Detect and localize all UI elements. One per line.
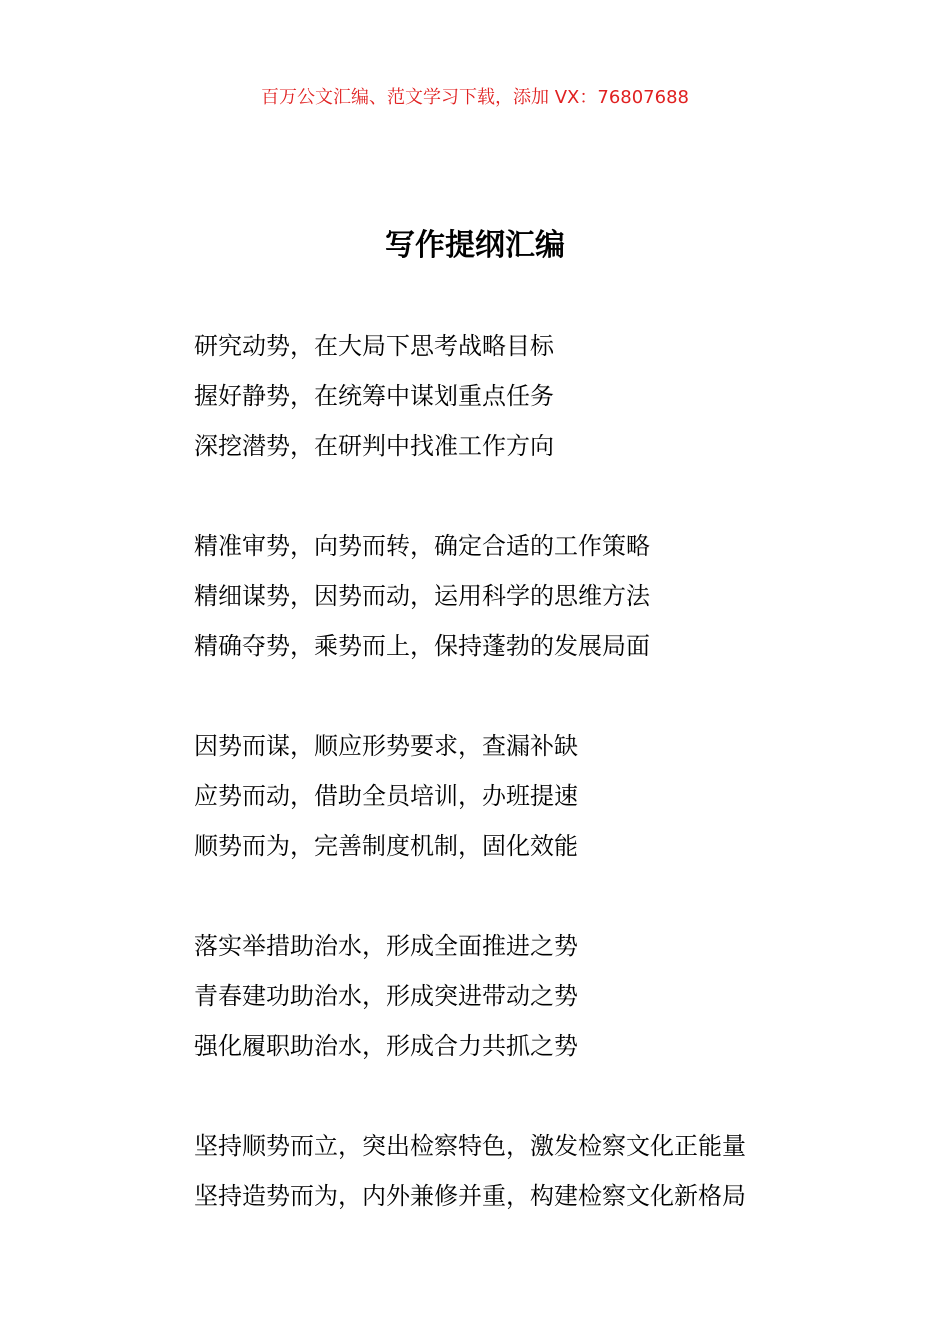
outline-group <box>194 526 914 676</box>
outline-line: 强化履职助治水，形成合力共抓之势 <box>194 1032 578 1060</box>
outline-line: 深挖潜势，在研判中找准工作方向 <box>194 432 554 460</box>
paragraph-gap <box>194 876 914 926</box>
paragraph-gap <box>194 1076 914 1126</box>
outline-line: 因势而谋，顺应形势要求，查漏补缺 <box>194 732 578 760</box>
outline-line: 握好静势，在统筹中谋划重点任务 <box>194 382 554 410</box>
outline-group <box>194 726 914 876</box>
outline-group <box>194 1126 914 1226</box>
outline-line: 坚持造势而为，内外兼修并重，构建检察文化新格局 <box>194 1182 746 1210</box>
header-promo-note: 百万公文汇编、范文学习下载，添加 VX：76807688 <box>261 87 689 108</box>
outline-group <box>194 926 914 1076</box>
paragraph-gap <box>194 676 914 726</box>
outline-line: 顺势而为，完善制度机制，固化效能 <box>194 832 578 860</box>
outline-line: 坚持顺势而立，突出检察特色，激发检察文化正能量 <box>194 1132 746 1160</box>
document-title: 写作提纲汇编 <box>385 228 565 263</box>
outline-group <box>194 326 914 476</box>
outline-line: 精细谋势，因势而动，运用科学的思维方法 <box>194 582 650 610</box>
outline-body <box>194 326 914 1226</box>
outline-line: 应势而动，借助全员培训，办班提速 <box>194 782 578 810</box>
outline-line: 精准审势，向势而转，确定合适的工作策略 <box>194 532 650 560</box>
outline-line: 研究动势，在大局下思考战略目标 <box>194 332 554 360</box>
outline-line: 青春建功助治水，形成突进带动之势 <box>194 982 578 1010</box>
outline-line: 落实举措助治水，形成全面推进之势 <box>194 932 578 960</box>
outline-line: 精确夺势，乘势而上，保持蓬勃的发展局面 <box>194 632 650 660</box>
paragraph-gap <box>194 476 914 526</box>
